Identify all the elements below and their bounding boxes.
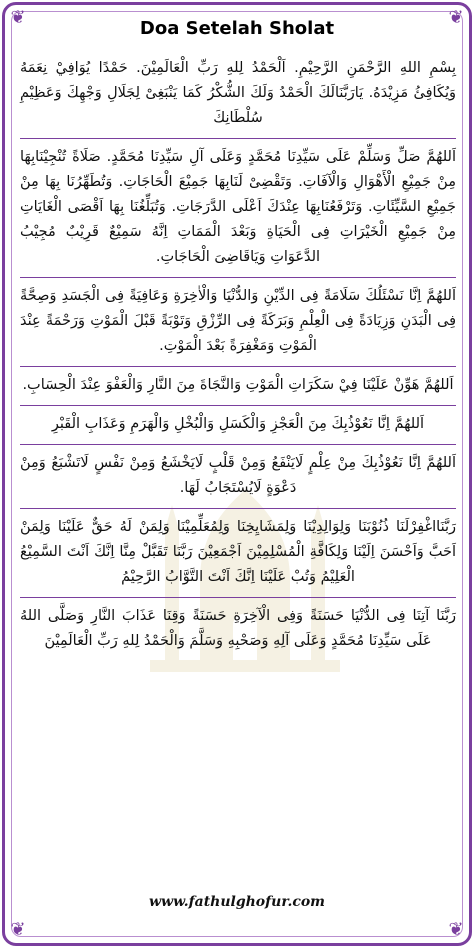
corner-ornament-icon: ❦ [448,919,464,940]
website-footer: www.fathulghofur.com [148,894,325,910]
corner-ornament-icon: ❦ [10,7,26,28]
prayer-paragraph: اَللهُمَّ اِنَّا نَسْئَلُكَ سَلَامَةً فِى الدِّيْنِ وَالدُّنْيَا وَالْاٰخِرَةِ وَعَافِيَةً فِى الْجَسَدِ وَصِحَّةً فِى الْبَدَنِ وَزِيَادَةً فِى الْعِلْمِ وَبَرَكَةً فِى الرِّزْقِ وَتَوْبَةً قَبْلَ الْمَوْتِ وَرَحْمَةً عِنْدَ الْمَوْتِ وَمَغْفِرَةً بَعْدَ الْمَوْتِ. [20,278,456,367]
prayer-paragraph: اَللهُمَّ اِنَّا نَعُوْذُبِكَ مِنْ عِلْمٍ لَايَنْفَعُ وَمِنْ قَلْبٍ لَايَخْشَعُ وَمِنْ نَفْسٍ لَاتَشْبَعُ وَمِنْ دَعْوَةٍ لَايُسْتَجَابُ لَهَا. [20,445,456,509]
corner-ornament-icon: ❦ [448,7,464,28]
corner-ornament-icon: ❦ [10,919,26,940]
prayer-paragraph: رَبَّنَا آتِنَا فِى الدُّنْيَا حَسَنَةً وَفِى الْآخِرَةِ حَسَنَةً وَقِنَا عَذَابَ النَّارِ وَصَلَّى اللهُ عَلَى سَيِّدِنَا مُحَمَّدٍ وَعَلَى آلِهِ وَصَحْبِهِ وَسَلَّمَ وَالْحَمْدُ لِلهِ رَبِّ الْعَالَمِيْنَ [20,608,456,649]
page-title: Doa Setelah Sholat [139,18,335,39]
prayer-paragraph: اَللهُمَّ اِنَّا نَعُوْذُبِكَ مِنَ الْعَجْزِ وَالْكَسَلِ وَالْبُخْلِ وَالْهَرَمِ وَعَذَابِ الْقَبْرِ [20,406,456,445]
prayer-paragraph: بِسْمِ اللهِ الرَّحْمَنِ الرَّحِيْمِ. اَلْحَمْدُ لِلهِ رَبِّ الْعَالَمِيْنَ. حَمْدًا يُوَافِيْ نِعَمَهُ وَيُكَافِئُ مَزِيْدَهُ. يَارَبَّنَالَكَ الْحَمْدُ وَلَكَ الشُّكْرُ كَمَا يَنْبَغِىْ لِجَلَالِ وَجْهِكَ وَعَظِيْمِ سُلْطَانِكَ [20,50,456,139]
prayer-paragraph: اَللهُمَّ هَوِّنْ عَلَيْنَا فِيْ سَكَرَاتِ الْمَوْتِ وَالنَّجَاةَ مِنَ النَّارِ وَالْعَفْوَ عِنْدَ الْحِسَابِ. [20,367,456,406]
prayer-paragraph: رَبَّنَااغْفِرْلَنَا ذُنُوْبَنَا وَلِوَالِدِيْنَا وَلِمَشَايِخِنَا وَلِمُعَلِّمِيْنَا وَلِمَنْ لَهُ حَقٌّ عَلَيْنَا وَلِمَنْ اَحَبَّ وَاَحْسَنَ اِلَيْنَا وَلِكَافَّةِ الْمُسْلِمِيْنَ اَجْمَعِيْنَ رَبَّنَا تَقَبَّلْ مِنَّا اِنَّكَ اَنْتَ السَّمِيْعُ الْعَلِيْمُ وَتُبْ عَلَيْنَا اِنَّكَ اَنْتَ التَّوَّابُ الرَّحِيْمُ [20,509,456,598]
prayer-text [20,50,456,661]
prayer-paragraph: اَللهُمَّ صَلِّ وَسَلِّمْ عَلَى سَيِّدِنَا مُحَمَّدٍ وَعَلَى آلِ سَيِّدِنَا مُحَمَّدٍ. صَلَاةً تُنْجِيْنَابِهَا مِنْ جَمِيْعِ الْأَهْوَالِ وَالْآفَاتِ. وَتَقْضِىْ لَنَابِهَا جَمِيْعَ الْحَاجَاتِ. وَتُطَهِّرُنَا بِهَا مِنْ جَمِيْعِ السَّيِّئَاتِ. وَتَرْفَعُنَابِهَا عِنْدَكَ اَعْلَى الدَّرَجَاتِ. وَتُبَلِّغُنَا بِهَا اَقْصَى الْغَايَاتِ مِنْ جَمِيْعِ الْخَيْرَاتِ فِى الْحَيَاةِ وَبَعْدَ الْمَمَاتِ اِنَّهُ سَمِيْعٌ قَرِيْبٌ مُجِيْبُ الدَّعَوَاتِ وَيَاقَاضِىَ الْحَاجَاتِ. [20,139,456,278]
